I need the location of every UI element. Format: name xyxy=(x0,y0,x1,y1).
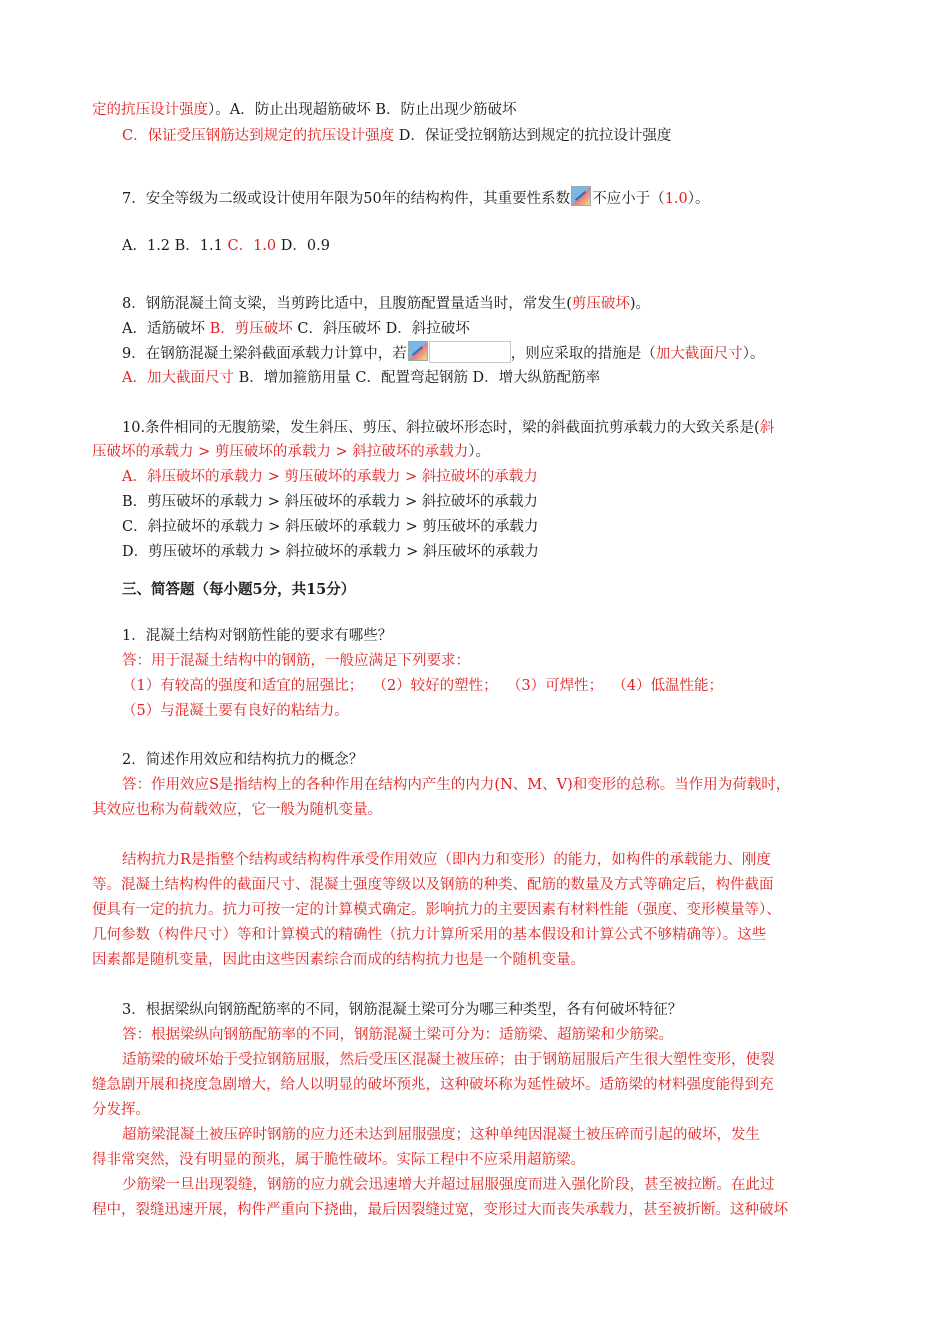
q8-stem: 8．钢筋混凝土简支梁，当剪跨比适中，且腹筋配置量适当时，常发生(剪压破坏)。 xyxy=(122,296,651,312)
sa2-p2-line4: 几何参数（构件尺寸）等和计算模式的精确性（抗力计算所采用的基本假设和计算公式不够精确等）。这些 xyxy=(92,927,767,943)
q7-stem: 7．安全等级为二级或设计使用年限为50年的结构构件，其重要性系数 不应小于（1.0）。 xyxy=(122,186,710,211)
sa2-p1-line2: 其效应也称为荷载效应，它一般为随机变量。 xyxy=(92,802,382,818)
sa1-answer-1: 答：用于混凝土结构中的钢筋，一般应满足下列要求： xyxy=(122,653,470,669)
sa1-question: 1．混凝土结构对钢筋性能的要求有哪些？ xyxy=(122,628,393,644)
sa3-p1-line3: 分发挥。 xyxy=(92,1102,150,1118)
sa2-p2-line1: 结构抗力R是指整个结构或结构构件承受作用效应（即内力和变形）的能力，如构件的承载能力、刚度 xyxy=(122,852,771,868)
sa1-answer-2: （1）有较高的强度和适宜的屈强比； （2）较好的塑性； （3）可焊性； （4）低温性能； xyxy=(122,678,724,694)
sa3-p2-line2: 得非常突然，没有明显的预兆，属于脆性破坏。实际工程中不应采用超筋梁。 xyxy=(92,1152,585,1168)
sa2-p1-line1: 答：作用效应S是指结构上的各种作用在结构内产生的内力(N、M、V)和变形的总称。当作用为荷载时， xyxy=(122,777,791,793)
q8-options: A．适筋破坏 B．剪压破坏 C．斜压破坏 D．斜拉破坏 xyxy=(122,321,470,337)
section-title: 三、简答题（每小题5分，共15分） xyxy=(122,581,356,598)
q10-stem: 10.条件相同的无腹筋梁，发生斜压、剪压、斜拉破坏形态时，梁的斜截面抗剪承载力的大致关系是(斜 xyxy=(122,420,775,436)
q10-option-d: D．剪压破坏的承载力 > 斜拉破坏的承载力 > 斜压破坏的承载力 xyxy=(122,544,539,560)
sa2-p2-line3: 便具有一定的抗力。抗力可按一定的计算模式确定。影响抗力的主要因素有材料性能（强度、变形模量等）、 xyxy=(92,902,781,918)
q10-stem-cont: 压破坏的承载力 > 剪压破坏的承载力 > 斜拉破坏的承载力）。 xyxy=(92,444,490,460)
sa3-answer-intro: 答：根据梁纵向钢筋配筋率的不同，钢筋混凝土梁可分为：适筋梁、超筋梁和少筋梁。 xyxy=(122,1027,673,1043)
q6-line1: 定的抗压设计强度）。A．防止出现超筋破坏 B．防止出现少筋破坏 xyxy=(92,102,517,118)
formula-placeholder-box xyxy=(429,341,511,363)
q9-stem: 9．在钢筋混凝土梁斜截面承载力计算中，若 ，则应采取的措施是（加大截面尺寸）。 xyxy=(122,341,764,366)
q7-options: A．1.2 B．1.1 C．1.0 D．0.9 xyxy=(122,238,330,254)
formula-image-icon xyxy=(408,341,428,361)
q10-option-c: C．斜拉破坏的承载力 > 斜压破坏的承载力 > 剪压破坏的承载力 xyxy=(122,519,539,535)
sa2-question: 2．简述作用效应和结构抗力的概念？ xyxy=(122,752,364,768)
sa3-p1-line1: 适筋梁的破坏始于受拉钢筋屈服，然后受压区混凝土被压碎；由于钢筋屈服后产生很大塑性变形，使裂 xyxy=(122,1052,775,1068)
formula-image-icon xyxy=(571,186,591,206)
q10-option-a: A．斜压破坏的承载力 > 剪压破坏的承载力 > 斜拉破坏的承载力 xyxy=(122,469,538,485)
sa3-question: 3．根据梁纵向钢筋配筋率的不同，钢筋混凝土梁可分为哪三种类型，各有何破坏特征？ xyxy=(122,1002,683,1018)
sa3-p3-line2: 程中，裂缝迅速开展，构件严重向下挠曲，最后因裂缝过宽，变形过大而丧失承载力，甚至被折断。这种破坏 xyxy=(92,1202,788,1218)
sa2-p2-line5: 因素都是随机变量，因此由这些因素综合而成的结构抗力也是一个随机变量。 xyxy=(92,952,585,968)
sa3-p3-line1: 少筋梁一旦出现裂缝，钢筋的应力就会迅速增大并超过屈服强度而进入强化阶段，甚至被拉断。在此过 xyxy=(122,1177,775,1193)
sa2-p2-line2: 等。混凝土结构构件的截面尺寸、混凝土强度等级以及钢筋的种类、配筋的数量及方式等确定后，构件截面 xyxy=(92,877,774,893)
q10-option-b: B．剪压破坏的承载力 > 斜压破坏的承载力 > 斜拉破坏的承载力 xyxy=(122,494,538,510)
sa1-answer-3: （5）与混凝土要有良好的粘结力。 xyxy=(122,703,349,719)
sa3-p1-line2: 缝急剧开展和挠度急剧增大，给人以明显的破坏预兆，这种破坏称为延性破坏。适筋梁的材料强度能得到充 xyxy=(92,1077,774,1093)
sa3-p2-line1: 超筋梁混凝土被压碎时钢筋的应力还未达到屈服强度；这种单纯因混凝土被压碎而引起的破坏，发生 xyxy=(122,1127,760,1143)
q6-line2: C．保证受压钢筋达到规定的抗压设计强度 D．保证受拉钢筋达到规定的抗拉设计强度 xyxy=(122,128,672,144)
q9-options: A．加大截面尺寸 B．增加箍筋用量 C．配置弯起钢筋 D．增大纵筋配筋率 xyxy=(122,370,601,386)
